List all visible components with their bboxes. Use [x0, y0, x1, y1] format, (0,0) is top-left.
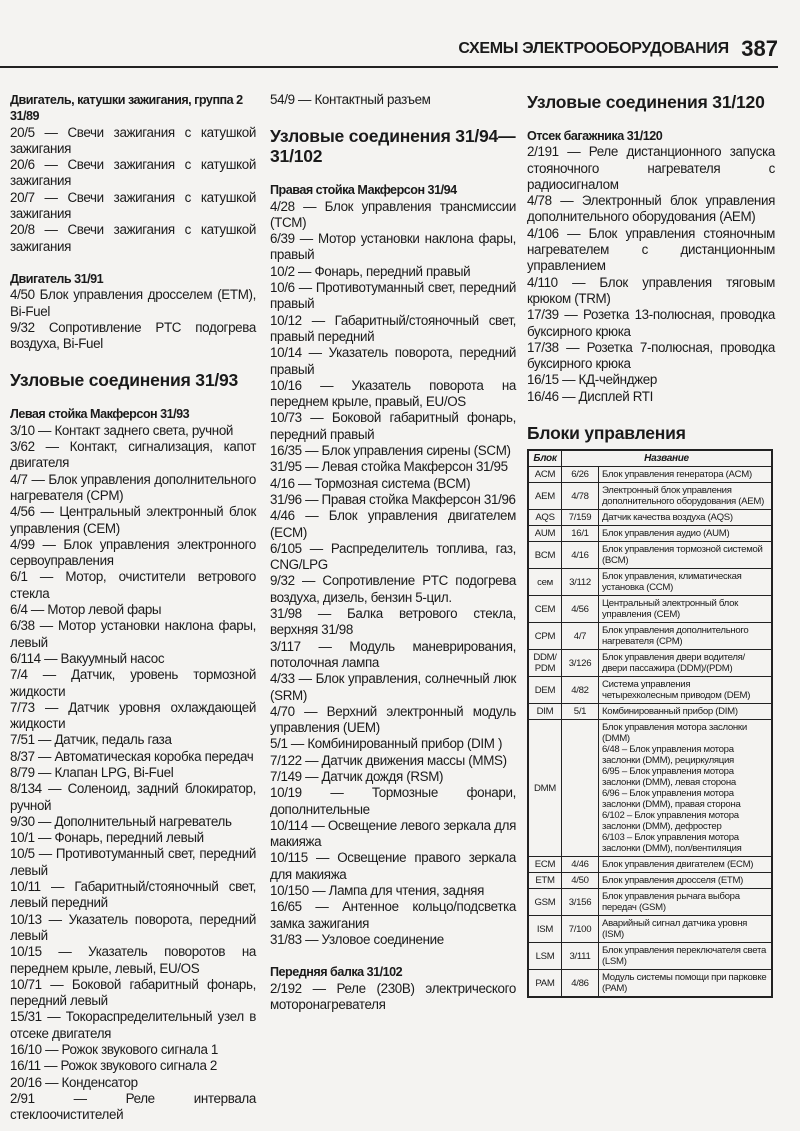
list-entry: 7/51 — Датчик, педаль газа	[10, 732, 172, 748]
column-header: Название	[562, 450, 773, 467]
unit-name: Блок управления переключателя света (LSM)	[599, 943, 773, 970]
list-entry: 10/1 — Фонарь, передний левый	[10, 830, 204, 846]
list-entry: 3/10 — Контакт заднего света, ручной	[10, 422, 234, 438]
list-entry: 4/110 — Блок управления тяговым крюком (TRM)	[527, 274, 775, 306]
connector-code: 6/26	[562, 467, 599, 483]
section-title: СХЕМЫ ЭЛЕКТРООБОРУДОВАНИЯ	[458, 40, 729, 57]
list-entry: 17/39 — Розетка 13-полюсная, проводка буксирного крюка	[527, 307, 775, 339]
unit-name: Аварийный сигнал датчика уровня (ISM)	[599, 916, 773, 943]
table-row	[528, 483, 772, 510]
list-entry: 16/11 — Рожок звукового сигнала 2	[10, 1058, 218, 1074]
table-row	[528, 970, 772, 998]
unit-code: DEM	[528, 677, 562, 704]
column-header: Блок	[528, 450, 562, 467]
list-entry: 4/16 — Тормозная система (BCM)	[270, 475, 471, 491]
list-entry: 20/7 — Свечи зажигания с катушкой зажигания	[10, 189, 256, 222]
connector-code: 4/46	[562, 857, 599, 873]
list-entry: 10/5 — Противотуманный свет, передний левый	[10, 846, 256, 878]
connector-code: 4/78	[562, 483, 599, 510]
unit-name: Блок управления двигателем (ECM)	[599, 857, 773, 873]
list-entry: 9/32 Сопротивление PTC подогрева воздуха, Bi-Fuel	[10, 319, 256, 352]
column-middle	[270, 92, 516, 1013]
unit-code: DMM	[528, 720, 562, 857]
connector-code: 16/1	[562, 526, 599, 542]
unit-name: Блок управления дополнительного нагревателя (CPM)	[599, 623, 773, 650]
list-entry: 20/5 — Свечи зажигания с катушкой зажигания	[10, 124, 256, 156]
connector-code: 3/126	[562, 650, 599, 677]
subsection-heading: Передняя балка 31/102	[270, 965, 403, 980]
section-heading: Блоки управления	[527, 423, 686, 444]
list-entry: 7/149 — Датчик дождя (RSM)	[270, 768, 444, 784]
list-entry: 31/95 — Левая стойка Макферсон 31/95	[270, 459, 508, 475]
connector-code: 4/82	[562, 677, 599, 704]
list-entry: 4/33 — Блок управления, солнечный люк (SRM)	[270, 671, 516, 703]
subsection-heading: Правая стойка Макферсон 31/94	[270, 183, 457, 198]
section-heading: Узловые соединения 31/120	[527, 92, 765, 112]
table-row	[528, 873, 772, 889]
unit-code: GSM	[528, 889, 562, 916]
list-entry: 20/16 — Конденсатор	[10, 1074, 138, 1090]
list-entry: 10/115 — Освещение правого зеркала для макияжа	[270, 850, 516, 882]
list-entry: 10/114 — Освещение левого зеркала для макияжа	[270, 817, 516, 850]
list-entry: 16/10 — Рожок звукового сигнала 1	[10, 1042, 219, 1058]
table-row	[528, 569, 772, 596]
list-entry: 8/134 — Соленоид, задний блокиратор, ручной	[10, 781, 256, 813]
connector-code: 7/159	[562, 510, 599, 526]
list-entry: 10/11 — Габаритный/стояночный свет, левый передний	[10, 879, 256, 911]
unit-code: ACM	[528, 467, 562, 483]
unit-code: AEM	[528, 483, 562, 510]
list-entry: 6/114 — Вакуумный насос	[10, 650, 165, 666]
column-right	[527, 92, 775, 998]
table-row	[528, 677, 772, 704]
unit-name: Блок управления мотора заслонки (DMM) 6/48 – Блок управления мотора заслонки (DMM), рециркуляция 6/95 – Блок управления мотора заслонки (DMM), левая сторона 6/96 – Блок управления мотора заслонки (DMM), правая сторона 6/102 – Блок управления мотора заслонки (DMM), дефростер 6/103 – Блок управления мотора заслонки (DMM), пол/вентиляция	[599, 720, 773, 857]
list-entry: 16/46 — Дисплей RTI	[527, 388, 653, 404]
unit-code: сем	[528, 569, 562, 596]
list-entry: 16/15 — КД-чейнджер	[527, 372, 657, 388]
connector-code: 4/56	[562, 596, 599, 623]
table-row	[528, 720, 772, 857]
unit-name: Система управления четырехколесным приводом (DEM)	[599, 677, 773, 704]
unit-name: Центральный электронный блок управления (CEM)	[599, 596, 773, 623]
list-entry: 4/99 — Блок управления электронного сервоуправления	[10, 536, 256, 569]
list-entry: 4/7 — Блок управления дополнительного нагревателя (CPM)	[10, 471, 256, 503]
list-entry: 8/79 — Клапан LPG, Bi-Fuel	[10, 764, 174, 780]
control-units-table	[527, 449, 773, 998]
unit-name: Комбинированный прибор (DIM)	[599, 704, 773, 720]
list-entry: 10/14 — Указатель поворота, передний правый	[270, 345, 516, 377]
connector-code: 7/100	[562, 916, 599, 943]
list-entry: 20/6 — Свечи зажигания с катушкой зажигания	[10, 157, 256, 189]
list-entry: 2/191 — Реле дистанционного запуска стояночного нагревателя с радиосигналом	[527, 144, 775, 192]
unit-name: Блок управления тормозной системой (BCM)	[599, 542, 773, 569]
list-entry: 8/37 — Автоматическая коробка передач	[10, 748, 254, 764]
table-row	[528, 542, 772, 569]
subsection-heading: Отсек багажника 31/120	[527, 129, 663, 143]
unit-name: Блок управления двери водителя/ двери пассажира (DDM)/(PDM)	[599, 650, 773, 677]
list-entry: 10/73 — Боковой габаритный фонарь, передний правый	[270, 410, 516, 442]
unit-code: AQS	[528, 510, 562, 526]
list-entry: 10/19 — Тормозные фонари, дополнительные	[270, 785, 516, 817]
subsection-heading: Левая стойка Макферсон 31/93	[10, 407, 190, 422]
unit-code: BCM	[528, 542, 562, 569]
unit-name: Модуль системы помощи при парковке (PAM)	[599, 970, 773, 998]
column-left	[10, 92, 256, 1124]
list-entry: 31/98 — Балка ветрового стекла, верхняя 31/98	[270, 606, 516, 638]
unit-name: Блок управления дросселя (ETM)	[599, 873, 773, 889]
page-header	[0, 36, 778, 68]
list-entry: 3/62 — Контакт, сигнализация, капот двигателя	[10, 439, 256, 471]
list-entry: 10/2 — Фонарь, передний правый	[270, 263, 471, 279]
unit-name: Блок управления рычага выбора передач (GSM)	[599, 889, 773, 916]
list-entry: 10/6 — Противотуманный свет, передний правый	[270, 280, 516, 312]
connector-code: 3/156	[562, 889, 599, 916]
list-entry: 31/96 — Правая стойка Макферсон 31/96	[270, 491, 516, 507]
list-entry: 10/12 — Габаритный/стояночный свет, правый передний	[270, 312, 516, 344]
unit-code: DIM	[528, 704, 562, 720]
list-entry: 6/1 — Мотор, очистители ветрового стекла	[10, 569, 256, 601]
table-row	[528, 916, 772, 943]
list-entry: 7/4 — Датчик, уровень тормозной жидкости	[10, 667, 256, 699]
subsection-heading: Двигатель 31/91	[10, 271, 104, 286]
unit-name: Блок управления генератора (ACM)	[599, 467, 773, 483]
list-entry: 10/150 — Лампа для чтения, задняя	[270, 883, 484, 899]
table-row	[528, 704, 772, 720]
list-entry: 6/105 — Распределитель топлива, газ, CNG/LPG	[270, 540, 516, 573]
list-entry: 15/31 — Токораспределительный узел в отсеке двигателя	[10, 1009, 256, 1041]
section-heading: Узловые соединения 31/93	[10, 370, 239, 391]
unit-code: CPM	[528, 623, 562, 650]
unit-code: LSM	[528, 943, 562, 970]
table-row	[528, 889, 772, 916]
table-row	[528, 623, 772, 650]
list-entry: 4/46 — Блок управления двигателем (ECM)	[270, 508, 516, 540]
list-entry: 6/39 — Мотор установки наклона фары, правый	[270, 231, 516, 263]
unit-code: DDM/ PDM	[528, 650, 562, 677]
list-entry: 10/13 — Указатель поворота, передний левый	[10, 911, 256, 943]
page-number: 387	[741, 36, 778, 61]
list-entry: 10/71 — Боковой габаритный фонарь, передний левый	[10, 976, 256, 1009]
connector-code: 3/111	[562, 943, 599, 970]
list-entry: 7/122 — Датчик движения массы (MMS)	[270, 752, 507, 768]
unit-code: AUM	[528, 526, 562, 542]
list-entry: 2/91 — Реле интервала стеклоочистителей	[10, 1090, 256, 1123]
table-row	[528, 650, 772, 677]
table-row	[528, 510, 772, 526]
unit-name: Электронный блок управления дополнительного оборудования (AEM)	[599, 483, 773, 510]
list-entry: 4/70 — Верхний электронный модуль управления (UEM)	[270, 703, 516, 736]
list-entry: 4/50 Блок управления дросселем (ETM), Bi-Fuel	[10, 287, 256, 319]
list-entry: 10/16 — Указатель поворота на переднем крыле, правый, EU/OS	[270, 377, 516, 410]
connector-code: 4/86	[562, 970, 599, 998]
unit-code: ECM	[528, 857, 562, 873]
connector-code: 3/112	[562, 569, 599, 596]
list-entry: 20/8 — Свечи зажигания с катушкой зажигания	[10, 222, 256, 254]
list-entry: 3/117 — Модуль маневрирования, потолочная лампа	[270, 638, 516, 670]
connector-code: 5/1	[562, 704, 599, 720]
connector-code	[562, 720, 599, 857]
list-entry: 4/106 — Блок управления стояночным нагревателем с дистанционным управлением	[527, 225, 775, 274]
table-row	[528, 596, 772, 623]
subsection-heading: Двигатель, катушки зажигания, группа 2 31/89	[10, 93, 243, 124]
list-entry: 16/65 — Антенное кольцо/подсветка замка зажигания	[270, 899, 516, 931]
unit-code: CEM	[528, 596, 562, 623]
list-entry: 5/1 — Комбинированный прибор (DIM )	[270, 736, 503, 752]
list-entry: 2/192 — Реле (230В) электрического моторонагревателя	[270, 980, 516, 1012]
table-header-row	[528, 450, 772, 467]
connector-code: 4/50	[562, 873, 599, 889]
list-entry: 9/30 — Дополнительный нагреватель	[10, 813, 232, 829]
list-entry: 31/83 — Узловое соединение	[270, 931, 444, 947]
list-entry: 9/32 — Сопротивление PTC подогрева воздуха, дизель, бензин 5-цил.	[270, 573, 516, 605]
list-entry: 54/9 — Контактный разъем	[270, 92, 431, 107]
unit-name: Блок управления, климатическая установка (CCM)	[599, 569, 773, 596]
connector-code: 4/7	[562, 623, 599, 650]
list-entry: 6/4 — Мотор левой фары	[10, 602, 162, 618]
unit-name: Блок управления аудио (AUM)	[599, 526, 773, 542]
unit-name: Датчик качества воздуха (AQS)	[599, 510, 773, 526]
list-entry: 4/78 — Электронный блок управления дополнительного оборудования (AEM)	[527, 193, 775, 225]
list-entry: 17/38 — Розетка 7-полюсная, проводка буксирного крюка	[527, 339, 775, 372]
unit-code: ETM	[528, 873, 562, 889]
list-entry: 4/28 — Блок управления трансмиссии (TCM)	[270, 198, 516, 230]
list-entry: 16/35 — Блок управления сирены (SCM)	[270, 443, 511, 459]
list-entry: 7/73 — Датчик уровня охлаждающей жидкости	[10, 699, 256, 732]
list-entry: 6/38 — Мотор установки наклона фары, левый	[10, 618, 256, 650]
table-row	[528, 526, 772, 542]
table-row	[528, 857, 772, 873]
list-entry: 10/15 — Указатель поворотов на переднем крыле, левый, EU/OS	[10, 944, 256, 976]
list-entry: 4/56 — Центральный электронный блок управления (CEM)	[10, 504, 256, 536]
unit-code: ISM	[528, 916, 562, 943]
unit-code: PAM	[528, 970, 562, 998]
table-row	[528, 467, 772, 483]
connector-code: 4/16	[562, 542, 599, 569]
table-row	[528, 943, 772, 970]
section-heading: Узловые соединения 31/94—31/102	[270, 126, 516, 167]
